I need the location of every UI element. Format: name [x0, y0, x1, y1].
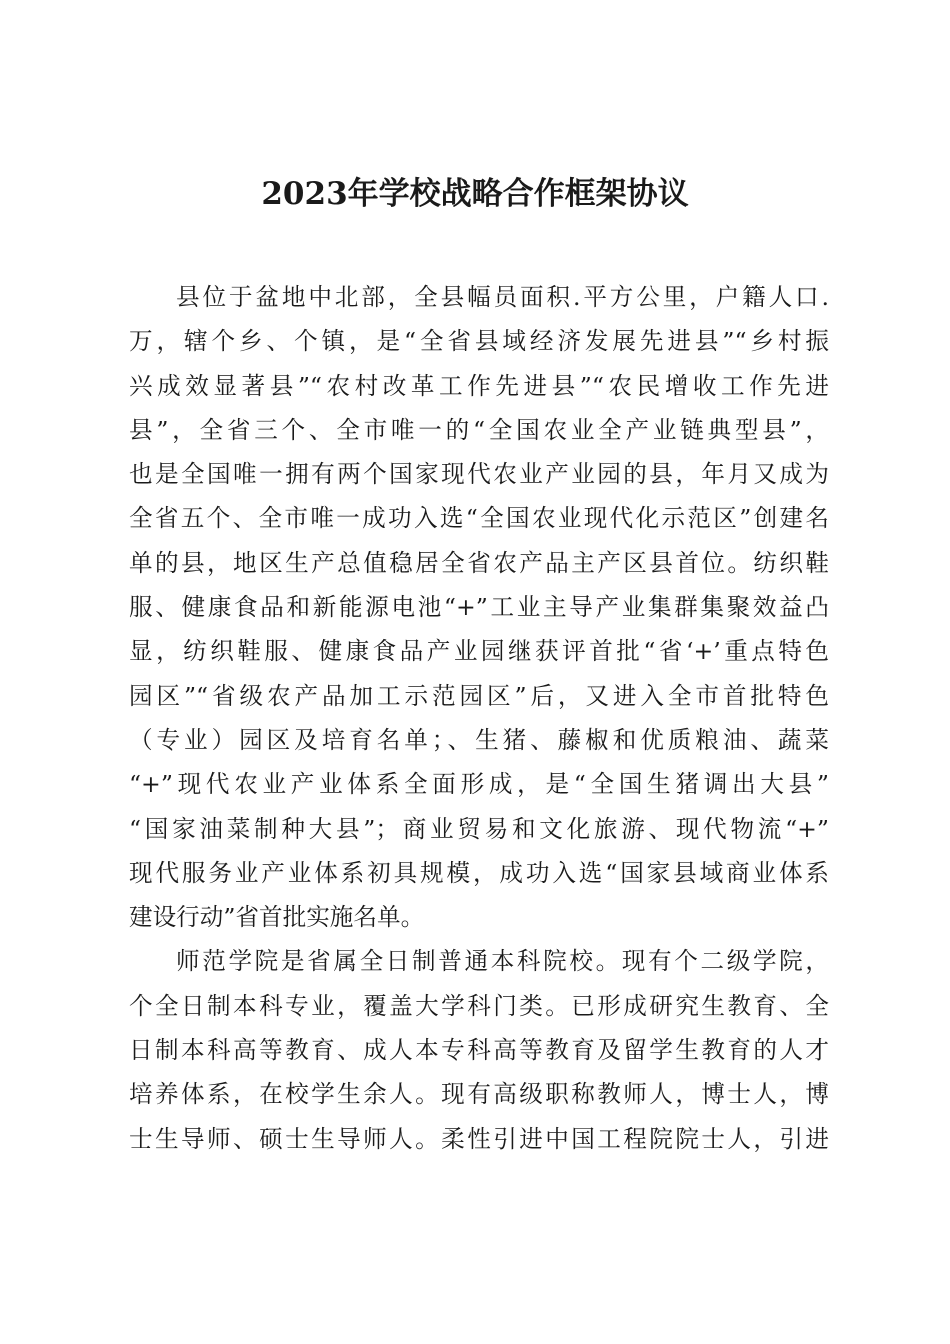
document-title: 2023年学校战略合作框架协议 — [261, 176, 689, 212]
paragraph-line: 现代服务业产业体系初具规模，成功入选“国家县域商业体系 — [129, 858, 829, 887]
paragraph-line: 县”，全省三个、全市唯一的“全国农业全产业链典型县”， — [129, 415, 829, 444]
paragraph-line: （专业）园区及培育名单；、生猪、藤椒和优质粮油、蔬菜 — [129, 725, 829, 754]
paragraph-line: 日制本科高等教育、成人本专科高等教育及留学生教育的人才 — [129, 1036, 829, 1065]
paragraph-line: “国家油菜制种大县”；商业贸易和文化旅游、现代物流“+” — [129, 814, 829, 843]
paragraph-line: 园区”“省级农产品加工示范园区”后，又进入全市首批特色 — [129, 681, 829, 710]
paragraph-line: 培养体系，在校学生余人。现有高级职称教师人，博士人，博 — [129, 1080, 829, 1109]
document-body — [129, 275, 829, 1161]
paragraph-line: 也是全国唯一拥有两个国家现代农业产业园的县，年月又成为 — [129, 460, 829, 489]
paragraph-line: 服、健康食品和新能源电池“+”工业主导产业集群集聚效益凸 — [129, 593, 829, 622]
paragraph-line: 士生导师、硕士生导师人。柔性引进中国工程院院士人，引进 — [129, 1124, 829, 1153]
paragraph-line: 全省五个、全市唯一成功入选“全国农业现代化示范区”创建名 — [129, 504, 829, 533]
paragraph-line: 显，纺织鞋服、健康食品产业园继获评首批“省‘+’重点特色 — [129, 637, 830, 666]
paragraph-line: 兴成效显著县”“农村改革工作先进县”“农民增收工作先进 — [129, 371, 829, 400]
paragraph-line: 个全日制本科专业，覆盖大学科门类。已形成研究生教育、全 — [129, 991, 829, 1020]
paragraph-line: 师范学院是省属全日制普通本科院校。现有个二级学院， — [176, 947, 829, 976]
paragraph-line: 县位于盆地中北部，全县幅员面积.平方公里，户籍人口. — [176, 283, 829, 311]
paragraph-line: 建设行动”省首批实施名单。 — [129, 903, 425, 932]
paragraph-line: “+”现代农业产业体系全面形成，是“全国生猪调出大县” — [129, 770, 829, 799]
paragraph-line: 单的县，地区生产总值稳居全省农产品主产区县首位。纺织鞋 — [129, 548, 829, 577]
paragraph-line: 万，辖个乡、个镇，是“全省县域经济发展先进县”“乡村振 — [129, 327, 829, 356]
